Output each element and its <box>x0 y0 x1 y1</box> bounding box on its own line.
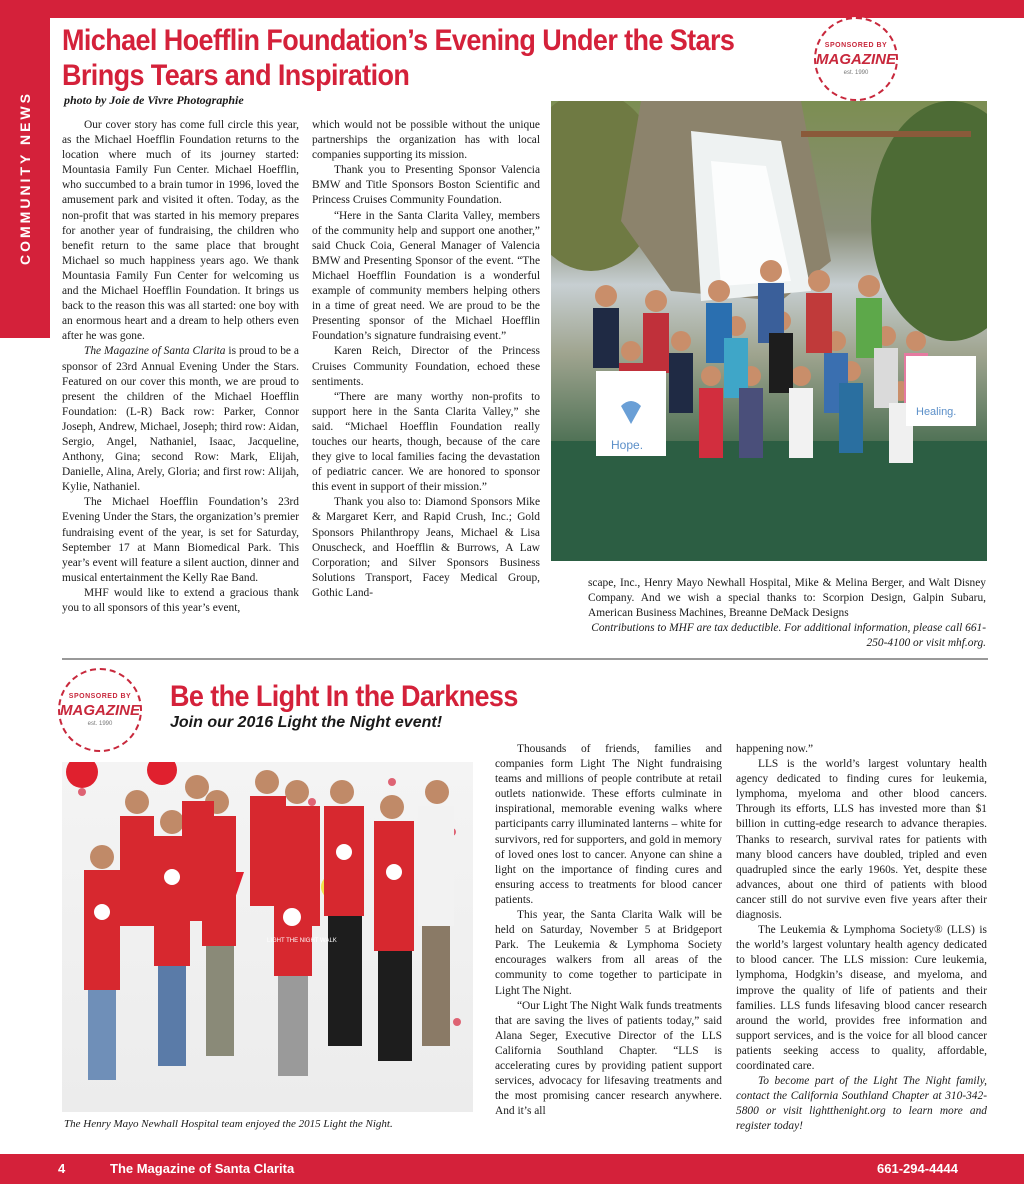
article2-paragraph: “Our Light The Night Walk funds treatments that are saving the lives of patients today,” said Alana Seger, Executive Director of the LLS California Southland Chapter. “LLS is accelerating cures by providing patient support services, advocacy for lifesaving treatments and the most promising cancer research anywhere. And it’s all <box>495 999 722 1118</box>
section-divider <box>62 658 988 660</box>
section-tab <box>0 18 50 338</box>
article1-title-line2: Brings Tears and Inspiration <box>62 59 410 92</box>
team-photo-illustration <box>62 762 473 1112</box>
article1-paragraph: which would not be possible without the unique partnerships the organization has with local companies supporting its mission. <box>312 119 540 162</box>
article2-paragraph: This year, the Santa Clarita Walk will be held on Saturday, November 5 at Bridgeport Park. The Leukemia & Lymphoma Society encourages walkers from all areas of the community to come together to participate in Light The Night. <box>495 909 722 997</box>
photo-caption: The Henry Mayo Newhall Hospital team enjoyed the 2015 Light the Night. <box>64 1118 393 1130</box>
article1-paragraph: Our cover story has come full circle this year, as the Michael Hoefflin Foundation returns to the location where much of its journey started: Mountasia Family Fun Center. Michael Hoefflin, who succumbed to a brain tumor in 1996, loved the amusement park and visited it often. Today, as the non-profit that was started in his memory prepares for another year of fundraising, the children who benefit return to the same place that brought Michael so much happiness years ago. We thank Mountasia Family Fun Center for welcoming us and the Michael Hoefflin Foundation. It brings us back to the reason this was all started: one boy with an enormous heart and a dream to help others even after he was gone. <box>62 119 299 343</box>
article1-paragraph: scape, Inc., Henry Mayo Newhall Hospital, Mike & Melina Berger, and Walt Disney Company. And we wish a special thanks to: Scorpion Design, Galpin Subaru, American Business Machines, Breanne DeMack Designs <box>588 577 986 620</box>
contribution-note: Contributions to MHF are tax deductible. For additional information, please call 661-250-4100 or visit mhf.org. <box>591 622 986 650</box>
article1-title-line1: Michael Hoefflin Foundation’s Evening Under the Stars <box>62 24 735 57</box>
sign-hope-text: Hope. <box>611 438 644 452</box>
article1-paragraph: Thank you to Presenting Sponsor Valencia BMW and Title Sponsors Boston Scientific and Princess Cruises Community Foundation. <box>312 164 540 207</box>
group-photo-illustration <box>551 101 987 561</box>
top-bar <box>0 0 1024 18</box>
badge-est-text: est. 1990 <box>843 70 869 76</box>
section-tab-label: COMMUNITY NEWS <box>17 91 33 265</box>
article1-paragraph-rest: is proud to be a sponsor of 23rd Annual Evening Under the Stars. Featured on our cover this month, we are proud to present the children of the Michael Hoefflin Foundation: (L-R) Back row: Parker, Connor Joseph, Andrew, Michael, Joseph; third row: Aidan, Sergio, Angel, Nathaniel, Isaac, Jacqueline, Anthony, Gina; second Row: Mark, Elijah, Danielle, Alina, Arely, Gloria; and first row: Alijah, Kylie, Nathaniel. <box>62 345 299 494</box>
article1-paragraph: Thank you also to: Diamond Sponsors Mike & Margaret Kerr, and Rapid Crush, Inc.; Gold Sponsors Philanthropy Jeans, Michael & Lisa Onuscheck, and Hoefflin & Burrows, A Law Corporation; and Silver Sponsors Business Solutions Transport, Facey Medical Group, Gothic Land- <box>312 496 540 599</box>
shirt-text: LIGHT THE NIGHT WALK <box>267 938 337 944</box>
footer-phone: 661-294-4444 <box>877 1161 958 1176</box>
article2-title: Be the Light In the Darkness <box>170 680 518 713</box>
light-the-night-note: To become part of the Light The Night family, contact the California Southland Chapter at 310-342-5800 or visit lightthenight.org to learn more and register today! <box>736 1075 987 1133</box>
badge-est-text: est. 1990 <box>87 721 113 727</box>
sponsor-badge-top <box>814 17 898 101</box>
article2-subtitle: Join our 2016 Light the Night event! <box>170 714 443 731</box>
article2-paragraph: happening now.” <box>736 743 814 755</box>
magazine-name-italic: The Magazine of Santa Clarita <box>84 345 226 358</box>
article1-paragraph: The Michael Hoefflin Foundation’s 23rd Evening Under the Stars, the organization’s premier fundraising event of the year, is set for Saturday, September 17 at Mann Biomedical Park. This year’s event will feature a silent auction, dinner and musical entertainment the Kelly Rae Band. <box>62 496 299 584</box>
badge-magazine-text: MAGAZINE <box>60 702 140 719</box>
badge-magazine-text: MAGAZINE <box>816 51 896 68</box>
page-number: 4 <box>58 1161 66 1176</box>
article1-paragraph: MHF would like to extend a gracious thank you to all sponsors of this year’s event, <box>62 586 299 614</box>
article2-paragraph: LLS is the world’s largest voluntary health agency dedicated to finding cures for leukemia, lymphoma, myeloma and other blood cancers. Through its efforts, LLS has invested more than $1 billion in cutting-edge research to advance therapies. Thanks to research, survival rates for patients with many blood cancers have doubled, tripled and even quadrupled since the early 1960s. Yet, despite these advances, about one third of patients with blood cancer still do not survive even five years after their diagnosis. <box>736 758 987 922</box>
sign-healing-text: Healing. <box>916 406 957 418</box>
article1-column-3 <box>588 576 986 651</box>
article1-column-1 <box>62 118 299 616</box>
article2-paragraph: Thousands of friends, families and companies form Light The Night fundraising teams and millions of people contribute at retail outlets nationwide. These efforts culminate in inspirational, memorable evening walks where participants carry illuminated lanterns – white for survivors, red for supporters, and gold in memory of loved ones lost to cancer. Anyone can shine a light on the importance of finding cures and ensuring access to treatments for blood cancer patients. <box>495 743 722 906</box>
photo-credit: photo by Joie de Vivre Photographie <box>64 93 244 107</box>
article1-column-2 <box>312 118 540 601</box>
group-photo-waterfall <box>551 101 987 561</box>
article1-paragraph: “There are many worthy non-profits to support here in the Santa Clarita Valley,” she said. “Michael Hoefflin Foundation really touches our hearts, though, because of the care they give to local families facing the devastation of pediatric cancer. We are honored to sponsor this event in support of their mission.” <box>312 390 540 494</box>
badge-sponsored-text: SPONSORED BY <box>68 693 132 700</box>
page-footer <box>0 1154 1024 1184</box>
article2-column-1 <box>495 742 722 1119</box>
footer-magazine-name: The Magazine of Santa Clarita <box>110 1161 295 1176</box>
article2-column-2 <box>736 742 987 1134</box>
badge-sponsored-text: SPONSORED BY <box>824 42 888 49</box>
article2-paragraph: The Leukemia & Lymphoma Society® (LLS) is the world’s largest voluntary health agency dedicated to blood cancer. The LLS mission: Cure leukemia, lymphoma, Hodgkin’s disease, and myeloma, and improve the quality of life of patients and their families. LLS funds lifesaving blood cancer research around the world, provides free information and support services, and is the voice for all blood cancer patients seeking access to quality, affordable, coordinated care. <box>736 924 987 1072</box>
article1-paragraph: Karen Reich, Director of the Princess Cruises Community Foundation, echoed these sentiments. <box>312 345 540 388</box>
team-photo-light-the-night <box>62 762 473 1112</box>
article1-paragraph: “Here in the Santa Clarita Valley, members of the community help and support one another,” said Chuck Coia, General Manager of Valencia BMW and Presenting Sponsor of the event. “The Michael Hoefflin Foundation is a wonderful example of community members helping others in a time of great need. We are proud to be the Presenting sponsor of the Michael Hoefflin Foundation’s signature fundraising event.” <box>312 209 540 343</box>
sponsor-badge-bottom <box>58 668 142 752</box>
article1-paragraph <box>62 344 299 495</box>
